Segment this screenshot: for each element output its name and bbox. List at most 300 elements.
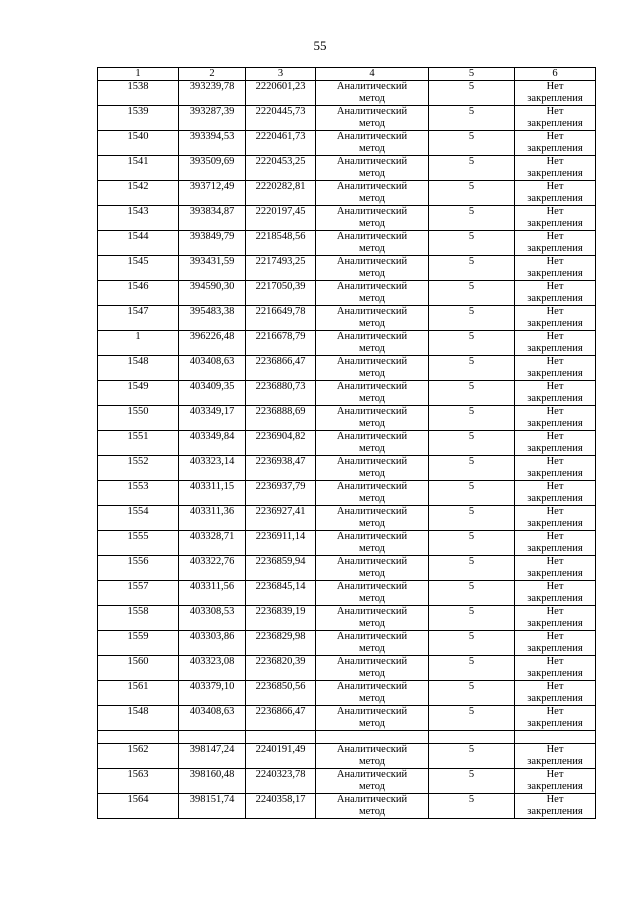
fixing-cell-line: закрепления (527, 468, 583, 479)
fixing-cell-line: закрепления (527, 118, 583, 129)
x-coordinate-cell: 403323,08 (179, 656, 246, 681)
table-header-row (98, 68, 596, 81)
method-cell (316, 381, 429, 406)
fixing-cell-line: Нет (546, 606, 564, 617)
y-coordinate-cell: 2220453,25 (246, 156, 316, 181)
fixing-cell-line: Нет (546, 106, 564, 117)
point-number-cell: 1548 (98, 706, 179, 731)
fixing-cell-line: Нет (546, 769, 564, 780)
fixing-cell-line: закрепления (527, 693, 583, 704)
table-row (98, 206, 596, 231)
method-cell-line: Аналитический (336, 556, 408, 567)
method-cell (316, 106, 429, 131)
method-cell (316, 81, 429, 106)
empty-cell (98, 731, 179, 744)
method-cell-line: Аналитический (336, 181, 408, 192)
coordinates-table (97, 67, 596, 819)
fixing-cell-line: Нет (546, 794, 564, 805)
point-number-cell: 1564 (98, 794, 179, 819)
fixing-cell-line: Нет (546, 656, 564, 667)
method-cell-line: метод (358, 693, 386, 704)
fixing-cell-line: Нет (546, 81, 564, 92)
method-cell (316, 356, 429, 381)
method-cell-line: Аналитический (336, 706, 408, 717)
column-header: 6 (515, 68, 596, 81)
method-cell-line: метод (358, 243, 386, 254)
fixing-cell (515, 156, 596, 181)
x-coordinate-cell: 403322,76 (179, 556, 246, 581)
x-coordinate-cell: 403328,71 (179, 531, 246, 556)
point-number-cell: 1556 (98, 556, 179, 581)
y-coordinate-cell: 2236845,14 (246, 581, 316, 606)
column-header: 2 (179, 68, 246, 81)
point-number-cell: 1538 (98, 81, 179, 106)
fixing-cell-line: закрепления (527, 593, 583, 604)
point-number-cell: 1562 (98, 744, 179, 769)
method-cell (316, 281, 429, 306)
method-cell-line: метод (358, 418, 386, 429)
x-coordinate-cell: 393712,49 (179, 181, 246, 206)
accuracy-cell: 5 (429, 281, 515, 306)
method-cell-line: метод (358, 168, 386, 179)
table-row (98, 506, 596, 531)
accuracy-cell: 5 (429, 106, 515, 131)
table-row (98, 381, 596, 406)
fixing-cell-line: Нет (546, 681, 564, 692)
method-cell (316, 306, 429, 331)
fixing-cell-line: Нет (546, 706, 564, 717)
y-coordinate-cell: 2236839,19 (246, 606, 316, 631)
fixing-cell (515, 331, 596, 356)
x-coordinate-cell: 403311,36 (179, 506, 246, 531)
fixing-cell (515, 406, 596, 431)
method-cell-line: Аналитический (336, 206, 408, 217)
fixing-cell-line: закрепления (527, 93, 583, 104)
point-number-cell: 1539 (98, 106, 179, 131)
fixing-cell (515, 556, 596, 581)
table-row (98, 81, 596, 106)
table-row (98, 769, 596, 794)
fixing-cell (515, 656, 596, 681)
accuracy-cell: 5 (429, 181, 515, 206)
method-cell (316, 631, 429, 656)
empty-cell (246, 731, 316, 744)
method-cell-line: Аналитический (336, 506, 408, 517)
point-number-cell: 1 (98, 331, 179, 356)
fixing-cell-line: закрепления (527, 756, 583, 767)
accuracy-cell: 5 (429, 706, 515, 731)
fixing-cell (515, 81, 596, 106)
fixing-cell (515, 769, 596, 794)
method-cell (316, 506, 429, 531)
method-cell (316, 769, 429, 794)
method-cell (316, 456, 429, 481)
point-number-cell: 1543 (98, 206, 179, 231)
method-cell (316, 656, 429, 681)
accuracy-cell: 5 (429, 794, 515, 819)
table-row (98, 744, 596, 769)
fixing-cell-line: закрепления (527, 543, 583, 554)
accuracy-cell: 5 (429, 156, 515, 181)
y-coordinate-cell: 2218548,56 (246, 231, 316, 256)
method-cell-line: метод (358, 543, 386, 554)
fixing-cell (515, 531, 596, 556)
method-cell (316, 794, 429, 819)
fixing-cell-line: Нет (546, 331, 564, 342)
method-cell (316, 681, 429, 706)
y-coordinate-cell: 2236866,47 (246, 706, 316, 731)
point-number-cell: 1541 (98, 156, 179, 181)
point-number-cell: 1546 (98, 281, 179, 306)
table-row (98, 331, 596, 356)
method-cell-line: Аналитический (336, 231, 408, 242)
table-row (98, 156, 596, 181)
accuracy-cell: 5 (429, 331, 515, 356)
table-row (98, 281, 596, 306)
method-cell-line: Аналитический (336, 769, 408, 780)
method-cell-line: Аналитический (336, 681, 408, 692)
method-cell-line: Аналитический (336, 306, 408, 317)
fixing-cell-line: Нет (546, 156, 564, 167)
point-number-cell: 1548 (98, 356, 179, 381)
method-cell-line: метод (358, 618, 386, 629)
x-coordinate-cell: 393509,69 (179, 156, 246, 181)
fixing-cell-line: Нет (546, 381, 564, 392)
column-header: 3 (246, 68, 316, 81)
y-coordinate-cell: 2236927,41 (246, 506, 316, 531)
accuracy-cell: 5 (429, 131, 515, 156)
method-cell-line: метод (358, 568, 386, 579)
table-row (98, 456, 596, 481)
method-cell-line: Аналитический (336, 256, 408, 267)
fixing-cell-line: Нет (546, 231, 564, 242)
fixing-cell (515, 631, 596, 656)
table-row (98, 106, 596, 131)
method-cell-line: метод (358, 493, 386, 504)
table-row-empty (98, 731, 596, 744)
y-coordinate-cell: 2236888,69 (246, 406, 316, 431)
accuracy-cell: 5 (429, 506, 515, 531)
method-cell-line: Аналитический (336, 81, 408, 92)
column-header: 4 (316, 68, 429, 81)
fixing-cell-line: Нет (546, 181, 564, 192)
method-cell (316, 706, 429, 731)
y-coordinate-cell: 2220445,73 (246, 106, 316, 131)
accuracy-cell: 5 (429, 556, 515, 581)
method-cell (316, 131, 429, 156)
method-cell (316, 256, 429, 281)
method-cell-line: Аналитический (336, 456, 408, 467)
column-header: 1 (98, 68, 179, 81)
point-number-cell: 1554 (98, 506, 179, 531)
point-number-cell: 1542 (98, 181, 179, 206)
y-coordinate-cell: 2236829,98 (246, 631, 316, 656)
fixing-cell-line: закрепления (527, 193, 583, 204)
method-cell-line: метод (358, 293, 386, 304)
method-cell-line: Аналитический (336, 794, 408, 805)
y-coordinate-cell: 2220197,45 (246, 206, 316, 231)
y-coordinate-cell: 2236937,79 (246, 481, 316, 506)
page-number: 55 (313, 38, 327, 53)
fixing-cell-line: Нет (546, 281, 564, 292)
fixing-cell-line: Нет (546, 306, 564, 317)
table-body (98, 68, 596, 819)
fixing-cell (515, 431, 596, 456)
y-coordinate-cell: 2236938,47 (246, 456, 316, 481)
accuracy-cell: 5 (429, 356, 515, 381)
y-coordinate-cell: 2240191,49 (246, 744, 316, 769)
fixing-cell-line: Нет (546, 581, 564, 592)
method-cell-line: Аналитический (336, 156, 408, 167)
y-coordinate-cell: 2236904,82 (246, 431, 316, 456)
fixing-cell (515, 794, 596, 819)
accuracy-cell: 5 (429, 606, 515, 631)
method-cell (316, 531, 429, 556)
accuracy-cell: 5 (429, 206, 515, 231)
fixing-cell (515, 131, 596, 156)
point-number-cell: 1560 (98, 656, 179, 681)
method-cell-line: Аналитический (336, 744, 408, 755)
fixing-cell-line: закрепления (527, 668, 583, 679)
method-cell-line: Аналитический (336, 356, 408, 367)
fixing-cell-line: Нет (546, 481, 564, 492)
accuracy-cell: 5 (429, 456, 515, 481)
y-coordinate-cell: 2217050,39 (246, 281, 316, 306)
y-coordinate-cell: 2240323,78 (246, 769, 316, 794)
method-cell-line: Аналитический (336, 481, 408, 492)
table-row (98, 794, 596, 819)
fixing-cell (515, 681, 596, 706)
y-coordinate-cell: 2217493,25 (246, 256, 316, 281)
method-cell (316, 181, 429, 206)
x-coordinate-cell: 403379,10 (179, 681, 246, 706)
fixing-cell-line: Нет (546, 256, 564, 267)
point-number-cell: 1557 (98, 581, 179, 606)
y-coordinate-cell: 2236850,56 (246, 681, 316, 706)
fixing-cell-line: закрепления (527, 268, 583, 279)
y-coordinate-cell: 2236880,73 (246, 381, 316, 406)
y-coordinate-cell: 2216649,78 (246, 306, 316, 331)
fixing-cell (515, 481, 596, 506)
fixing-cell-line: закрепления (527, 343, 583, 354)
fixing-cell-line: Нет (546, 356, 564, 367)
method-cell (316, 744, 429, 769)
x-coordinate-cell: 398160,48 (179, 769, 246, 794)
table-row (98, 606, 596, 631)
x-coordinate-cell: 403408,63 (179, 356, 246, 381)
y-coordinate-cell: 2236866,47 (246, 356, 316, 381)
point-number-cell: 1558 (98, 606, 179, 631)
fixing-cell-line: Нет (546, 206, 564, 217)
method-cell (316, 206, 429, 231)
fixing-cell (515, 306, 596, 331)
fixing-cell-line: закрепления (527, 243, 583, 254)
method-cell-line: Аналитический (336, 431, 408, 442)
x-coordinate-cell: 403323,14 (179, 456, 246, 481)
fixing-cell (515, 231, 596, 256)
point-number-cell: 1547 (98, 306, 179, 331)
accuracy-cell: 5 (429, 631, 515, 656)
accuracy-cell: 5 (429, 581, 515, 606)
method-cell-line: метод (358, 268, 386, 279)
fixing-cell-line: закрепления (527, 781, 583, 792)
fixing-cell (515, 456, 596, 481)
fixing-cell-line: закрепления (527, 443, 583, 454)
method-cell (316, 231, 429, 256)
x-coordinate-cell: 403311,15 (179, 481, 246, 506)
x-coordinate-cell: 403408,63 (179, 706, 246, 731)
y-coordinate-cell: 2236911,14 (246, 531, 316, 556)
method-cell-line: Аналитический (336, 531, 408, 542)
method-cell-line: метод (358, 756, 386, 767)
method-cell (316, 431, 429, 456)
fixing-cell-line: Нет (546, 531, 564, 542)
point-number-cell: 1545 (98, 256, 179, 281)
table-row (98, 256, 596, 281)
method-cell-line: метод (358, 218, 386, 229)
accuracy-cell: 5 (429, 681, 515, 706)
method-cell-line: Аналитический (336, 581, 408, 592)
empty-cell (316, 731, 429, 744)
table-row (98, 531, 596, 556)
fixing-cell-line: Нет (546, 506, 564, 517)
fixing-cell-line: Нет (546, 556, 564, 567)
fixing-cell (515, 106, 596, 131)
accuracy-cell: 5 (429, 256, 515, 281)
method-cell (316, 331, 429, 356)
point-number-cell: 1550 (98, 406, 179, 431)
accuracy-cell: 5 (429, 656, 515, 681)
x-coordinate-cell: 396226,48 (179, 331, 246, 356)
fixing-cell (515, 706, 596, 731)
x-coordinate-cell: 403349,84 (179, 431, 246, 456)
x-coordinate-cell: 393394,53 (179, 131, 246, 156)
table-row (98, 556, 596, 581)
point-number-cell: 1544 (98, 231, 179, 256)
x-coordinate-cell: 393834,87 (179, 206, 246, 231)
y-coordinate-cell: 2220282,81 (246, 181, 316, 206)
method-cell (316, 481, 429, 506)
point-number-cell: 1555 (98, 531, 179, 556)
method-cell-line: Аналитический (336, 656, 408, 667)
fixing-cell-line: закрепления (527, 418, 583, 429)
fixing-cell (515, 206, 596, 231)
method-cell-line: Аналитический (336, 281, 408, 292)
method-cell-line: метод (358, 518, 386, 529)
method-cell-line: метод (358, 143, 386, 154)
method-cell-line: метод (358, 343, 386, 354)
fixing-cell-line: закрепления (527, 293, 583, 304)
method-cell-line: метод (358, 443, 386, 454)
accuracy-cell: 5 (429, 231, 515, 256)
x-coordinate-cell: 394590,30 (179, 281, 246, 306)
fixing-cell-line: закрепления (527, 618, 583, 629)
fixing-cell-line: Нет (546, 456, 564, 467)
table-row (98, 231, 596, 256)
method-cell-line: Аналитический (336, 131, 408, 142)
method-cell (316, 406, 429, 431)
fixing-cell (515, 606, 596, 631)
fixing-cell (515, 381, 596, 406)
fixing-cell-line: Нет (546, 431, 564, 442)
table-row (98, 431, 596, 456)
table-row (98, 406, 596, 431)
method-cell-line: метод (358, 806, 386, 817)
method-cell-line: метод (358, 668, 386, 679)
point-number-cell: 1551 (98, 431, 179, 456)
method-cell-line: метод (358, 118, 386, 129)
fixing-cell (515, 581, 596, 606)
point-number-cell: 1549 (98, 381, 179, 406)
fixing-cell-line: Нет (546, 406, 564, 417)
fixing-cell-line: закрепления (527, 318, 583, 329)
table-row (98, 656, 596, 681)
method-cell-line: метод (358, 718, 386, 729)
x-coordinate-cell: 403308,53 (179, 606, 246, 631)
empty-cell (429, 731, 515, 744)
x-coordinate-cell: 393239,78 (179, 81, 246, 106)
y-coordinate-cell: 2216678,79 (246, 331, 316, 356)
x-coordinate-cell: 393849,79 (179, 231, 246, 256)
point-number-cell: 1563 (98, 769, 179, 794)
y-coordinate-cell: 2220461,73 (246, 131, 316, 156)
table-row (98, 356, 596, 381)
accuracy-cell: 5 (429, 769, 515, 794)
accuracy-cell: 5 (429, 744, 515, 769)
x-coordinate-cell: 403311,56 (179, 581, 246, 606)
fixing-cell (515, 281, 596, 306)
x-coordinate-cell: 403349,17 (179, 406, 246, 431)
method-cell-line: метод (358, 368, 386, 379)
point-number-cell: 1553 (98, 481, 179, 506)
point-number-cell: 1561 (98, 681, 179, 706)
x-coordinate-cell: 403303,86 (179, 631, 246, 656)
fixing-cell-line: закрепления (527, 368, 583, 379)
empty-cell (515, 731, 596, 744)
point-number-cell: 1559 (98, 631, 179, 656)
fixing-cell-line: Нет (546, 631, 564, 642)
fixing-cell (515, 256, 596, 281)
empty-cell (179, 731, 246, 744)
accuracy-cell: 5 (429, 81, 515, 106)
accuracy-cell: 5 (429, 306, 515, 331)
method-cell-line: Аналитический (336, 381, 408, 392)
table-row (98, 706, 596, 731)
x-coordinate-cell: 403409,35 (179, 381, 246, 406)
fixing-cell-line: закрепления (527, 518, 583, 529)
method-cell-line: Аналитический (336, 631, 408, 642)
fixing-cell-line: закрепления (527, 168, 583, 179)
fixing-cell (515, 356, 596, 381)
method-cell-line: метод (358, 93, 386, 104)
fixing-cell-line: закрепления (527, 493, 583, 504)
method-cell-line: Аналитический (336, 606, 408, 617)
point-number-cell: 1552 (98, 456, 179, 481)
method-cell-line: метод (358, 393, 386, 404)
method-cell-line: метод (358, 593, 386, 604)
method-cell-line: метод (358, 193, 386, 204)
x-coordinate-cell: 395483,38 (179, 306, 246, 331)
x-coordinate-cell: 398151,74 (179, 794, 246, 819)
fixing-cell-line: закрепления (527, 218, 583, 229)
x-coordinate-cell: 393431,59 (179, 256, 246, 281)
table-row (98, 306, 596, 331)
fixing-cell-line: закрепления (527, 143, 583, 154)
method-cell (316, 156, 429, 181)
point-number-cell: 1540 (98, 131, 179, 156)
fixing-cell (515, 181, 596, 206)
method-cell-line: метод (358, 781, 386, 792)
